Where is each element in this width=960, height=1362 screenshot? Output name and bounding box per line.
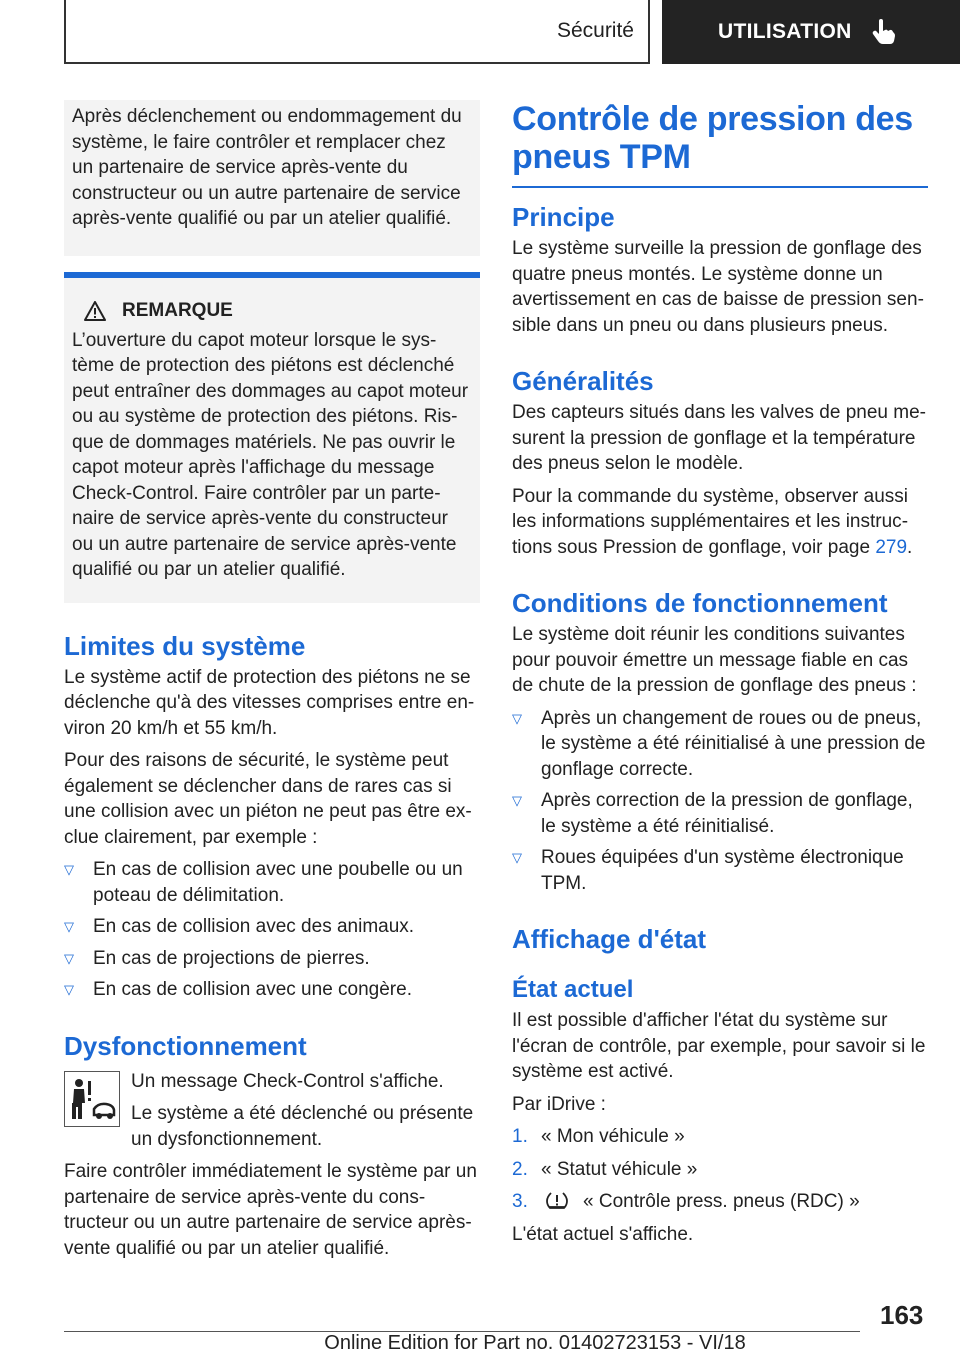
tire-pressure-icon (545, 1190, 569, 1210)
general-heading: Généralités (512, 366, 654, 396)
triangle-bullet-icon: ▽ (64, 982, 74, 997)
footer-edition: Online Edition for Part no. 01402723153 - VI/18 (324, 1332, 746, 1354)
status-paragraph-3: L'état actuel s'affiche. (512, 1223, 694, 1245)
idrive-steps (512, 1124, 928, 1215)
list-item: 3. « Contrôle press. pneus (RDC) » (512, 1191, 860, 1212)
triangle-bullet-icon: ▽ (64, 862, 74, 877)
list-item: ▽ Après correction de la pression de gonflage, le système a été réinitialisé. (512, 790, 913, 837)
status-paragraph-2: Par iDrive : (512, 1093, 606, 1115)
page-link[interactable]: 279 (875, 536, 908, 558)
page-number: 163 (880, 1300, 924, 1330)
limits-paragraph-1: Le système actif de protection des piétons ne se déclenche qu'à des vitesses comprises entre environ 20 km/h et 55 km/h. (64, 666, 475, 739)
status-heading: Affichage d'état (512, 924, 706, 954)
triangle-bullet-icon: ▽ (64, 950, 74, 966)
remark-title: REMARQUE (122, 299, 233, 321)
remark-header (72, 300, 472, 322)
limits-paragraph-2: Pour des raisons de sécurité, le système peut également se déclencher dans de rares cas si une collision avec un piéton ne peut pas être exclue clairement, par exemple : (64, 750, 472, 848)
general-paragraph-1: Des capteurs situés dans les valves de pneu mesurent la pression de gonflage et la température des pneus selon le modèle. (512, 402, 926, 474)
list-item: 2. « Statut véhicule » (512, 1158, 698, 1180)
triangle-bullet-icon: ▽ (512, 850, 522, 865)
limits-heading: Limites du système (64, 630, 306, 661)
triangle-bullet-icon: ▽ (512, 793, 522, 808)
header-section-tab (64, 0, 650, 64)
remark-box (64, 272, 480, 603)
list-item: ▽ Roues équipées d'un système électronique TPM. (512, 847, 904, 894)
list-item: ▽ En cas de collision avec une poubelle ou un poteau de délimitation. (64, 859, 463, 906)
fault-paragraph-2: Le système a été déclenché ou présente un dysfonctionnement. (131, 1103, 474, 1150)
limits-list (64, 857, 480, 1003)
fault-heading: Dysfonctionnement (64, 1030, 307, 1061)
status-paragraph-1: Il est possible d'afficher l'état du système sur l'écran de contrôle, par exemple, pour savoir si le système est activé. (512, 1010, 926, 1082)
title-rule (512, 186, 928, 188)
chapter-title: UTILISATION (718, 20, 852, 43)
conditions-list (512, 706, 928, 897)
hand-pointer-icon (872, 19, 896, 45)
warning-triangle-icon (84, 301, 106, 321)
triangle-bullet-icon: ▽ (64, 919, 74, 934)
general-paragraph-2: Pour la commande du système, observer aussi les informations supplémentaires et les instructions sous Pression de gonflage, voir page 279. (512, 485, 913, 558)
left-column (64, 100, 480, 1268)
list-item: 1. « Mon véhicule » (512, 1126, 685, 1147)
header-chapter-tab (662, 0, 960, 64)
section-title-tpm: Contrôle de pression des pneus TPM (512, 100, 913, 176)
right-column (512, 100, 928, 1254)
intro-text: Après déclenchement ou endommagement du système, le faire contrôler et remplacer chez un partenaire de service après-vente du constructeur ou un autre partenaire de service après-vente qualifié ou par un atelier qualifié. (72, 106, 462, 229)
fault-row (64, 1069, 480, 1160)
fault-paragraph-1: Un message Check-Control s'affiche. (131, 1070, 444, 1092)
pedestrian-protection-icon (64, 1071, 120, 1127)
conditions-heading: Conditions de fonctionnement (512, 588, 888, 618)
conditions-text: Le système doit réunir les conditions suivantes pour pouvoir émettre un message fiable en cas de chute de la pression de gonflage des pneus : (512, 624, 917, 696)
section-title: Sécurité (556, 19, 634, 42)
fault-paragraph-3: Faire contrôler immédiatement le système par un partenaire de service après-vente du constructeur ou un autre partenaire de service après-vente qualifié ou par un atelier qualifié. (64, 1161, 477, 1259)
principle-heading: Principe (512, 202, 615, 232)
list-item: ▽ En cas de projections de pierres. (64, 946, 480, 972)
status-subheading: État actuel (512, 976, 634, 1003)
intro-box (64, 100, 480, 256)
list-item: ▽ En cas de collision avec des animaux. (64, 914, 480, 940)
triangle-bullet-icon: ▽ (512, 710, 522, 726)
list-item: ▽ En cas de collision avec une congère. (64, 977, 480, 1003)
principle-text: Le système surveille la pression de gonflage des quatre pneus montés. Le système donne un avertissement en cas de baisse de pression sensible dans un pneu ou dans plusieurs pneus. (512, 238, 924, 336)
fault-messages (131, 1069, 480, 1160)
list-item: ▽ Après un changement de roues ou de pneus, le système a été réinitialisé à une pression de gonflage correcte. (512, 707, 926, 780)
remark-text: L’ouverture du capot moteur lorsque le système de protection des piétons est déclenché peut entraîner des dommages au capot moteur ou au système de protection des piétons. Risque de dommages matériels. Ne pas ouvrir le capot moteur après l'affichage du message Check-Control. Faire contrôler par un partenaire de service après-vente du constructeur ou un autre partenaire de service après-vente qualifié ou par un atelier qualifié. (72, 329, 469, 580)
